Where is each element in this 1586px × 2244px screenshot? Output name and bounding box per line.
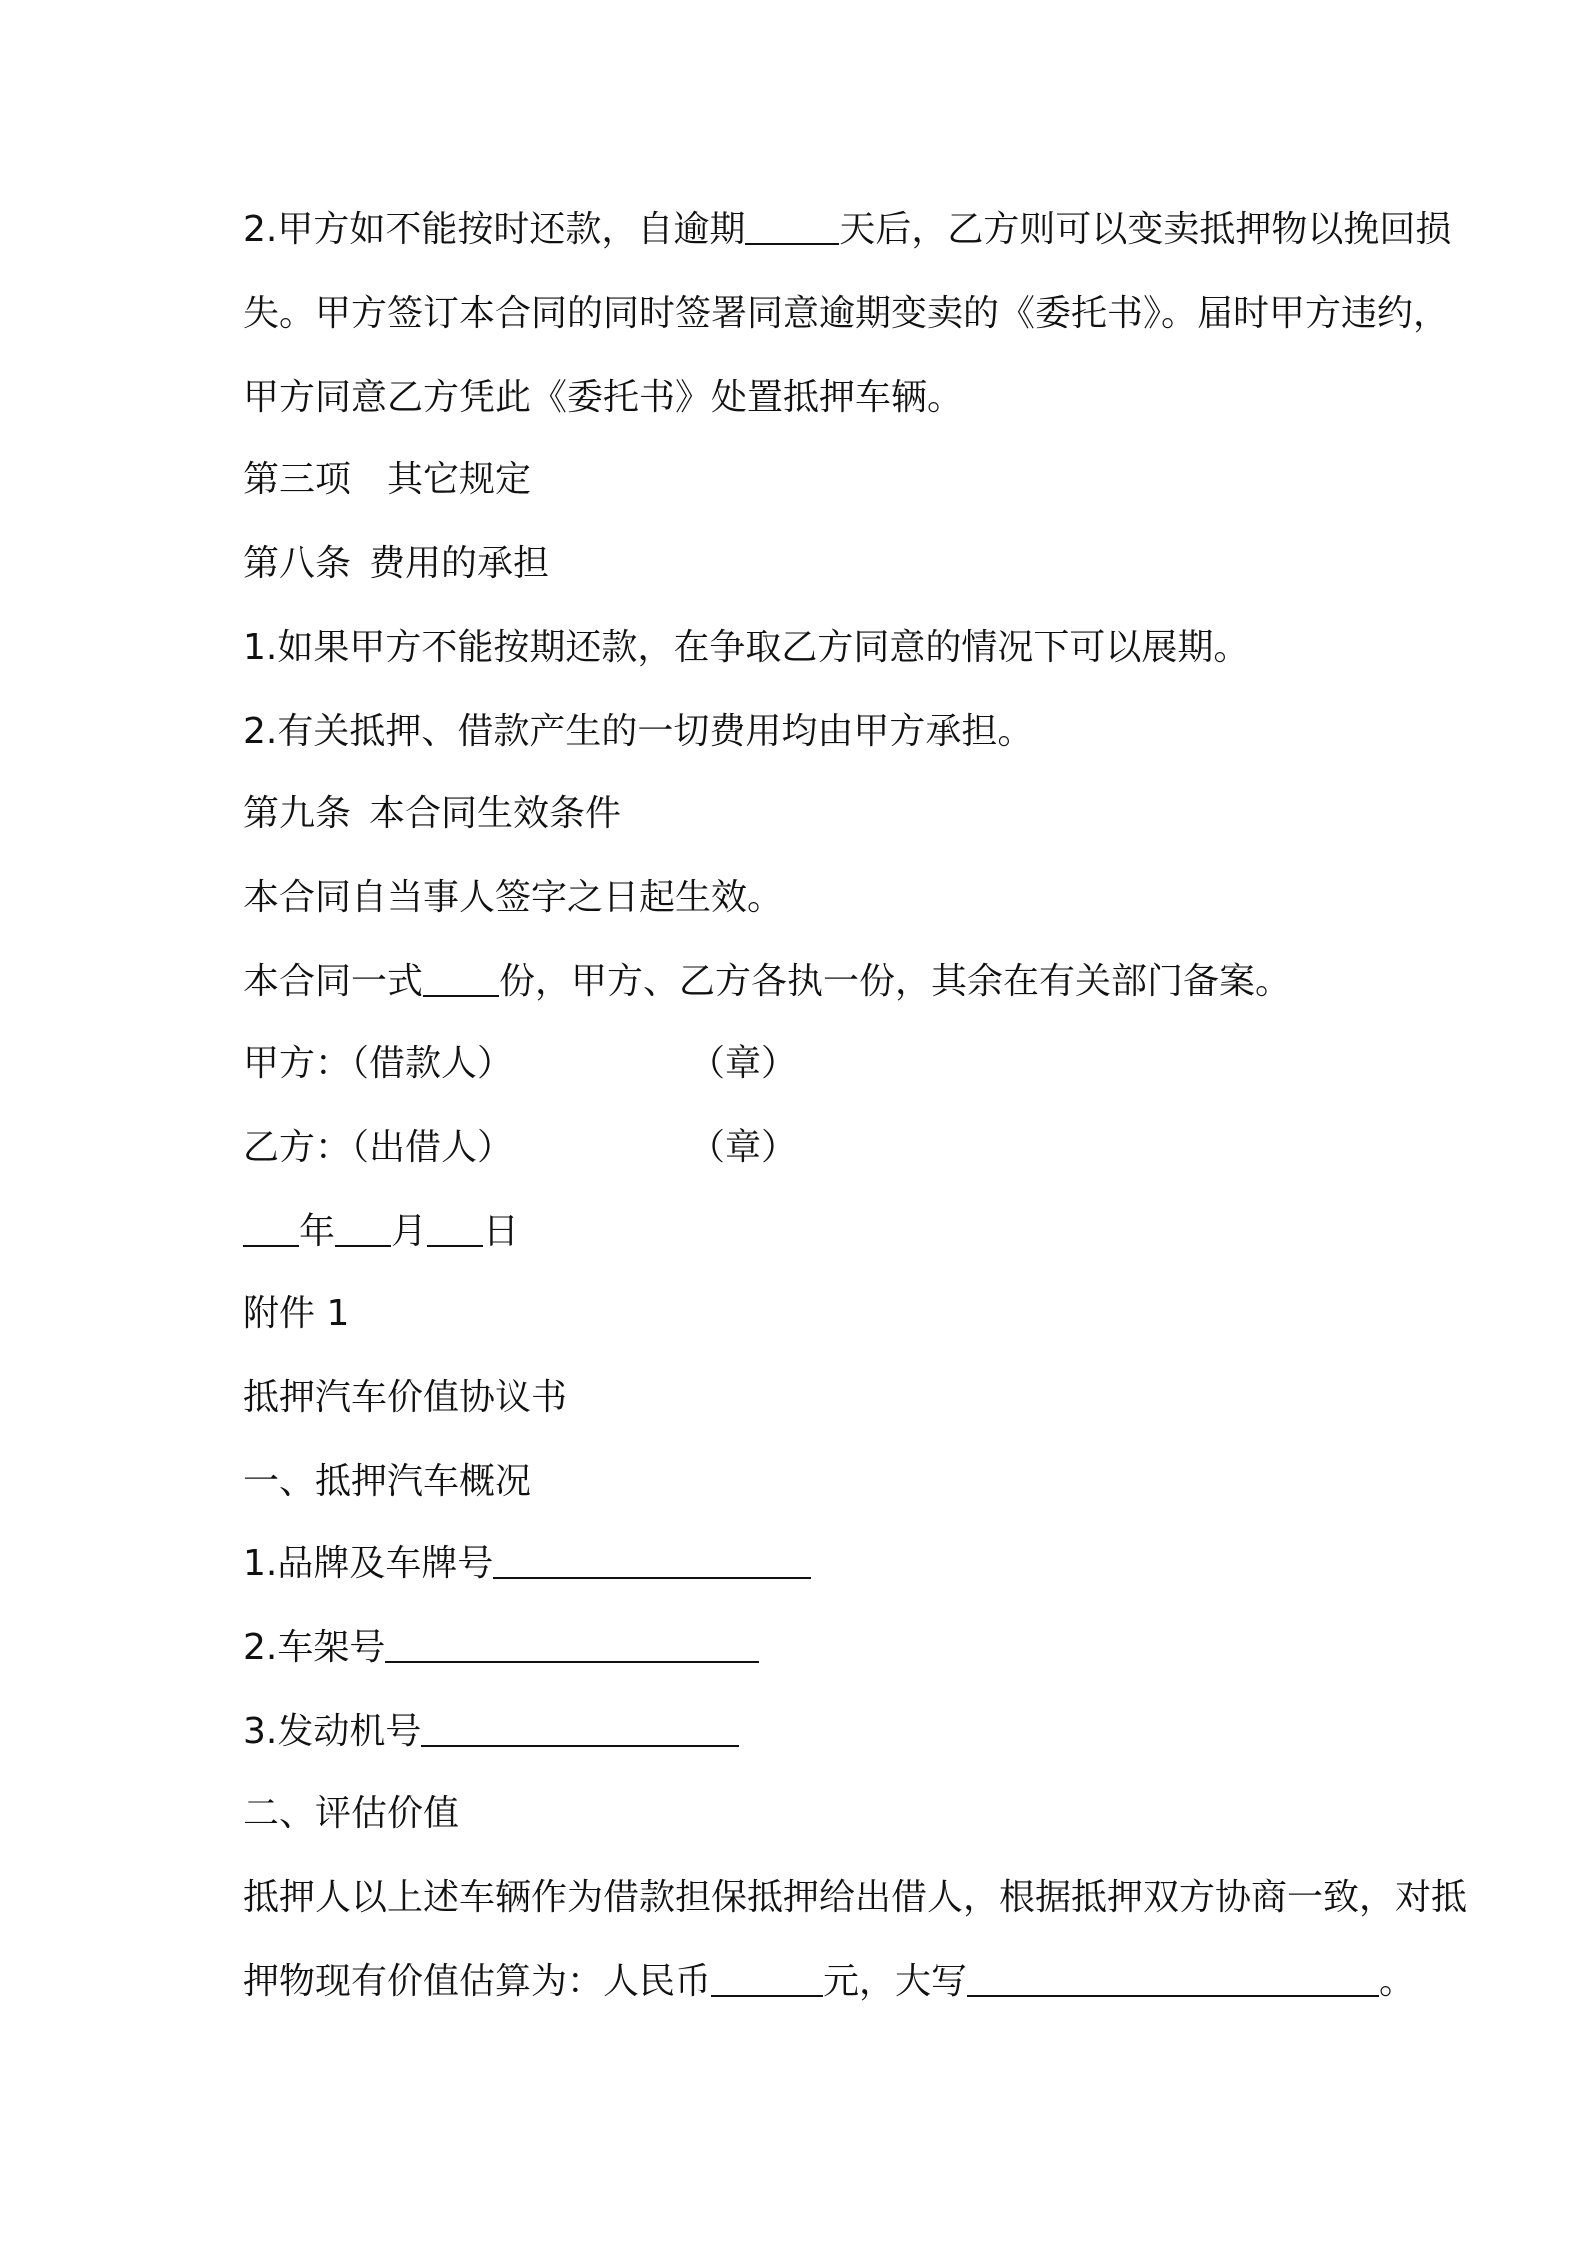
text: 抵押汽车价值协议书	[243, 1377, 568, 1418]
text: 元，大写	[823, 1961, 968, 2002]
text: 。	[1379, 1961, 1416, 2002]
text: 本合同自当事人签字之日起生效。	[243, 877, 784, 918]
text: 二、评估价值	[243, 1793, 460, 1834]
valuation-text-line-1	[243, 1874, 1467, 1922]
party-a-signature	[243, 1040, 797, 1088]
article-8-item-1	[243, 624, 1249, 672]
frame-number-field	[243, 1624, 759, 1672]
attachment-label	[243, 1290, 349, 1338]
party-b-signature	[243, 1124, 797, 1172]
clause-7-item-2-line-3	[243, 374, 963, 422]
valuation-text-line-2	[243, 1958, 1415, 2006]
text: 2.甲方如不能按时还款，自逾期	[243, 209, 746, 250]
date-line	[243, 1208, 519, 1256]
year-label: 年	[299, 1211, 336, 1252]
field-label: 1.品牌及车牌号	[243, 1543, 494, 1584]
month-label: 月	[391, 1211, 428, 1252]
clause-7-item-2-line-2	[243, 290, 1449, 338]
text: 甲方同意乙方凭此《委托书》处置抵押车辆。	[243, 377, 964, 418]
section-title: 其它规定	[387, 459, 532, 500]
article-title: 费用的承担	[369, 543, 550, 584]
text: 抵押人以上述车辆作为借款担保抵押给出借人，根据抵押双方协商一致，对抵	[243, 1877, 1468, 1918]
brand-plate-field	[243, 1540, 811, 1588]
article-title: 本合同生效条件	[369, 793, 622, 834]
day-label: 日	[483, 1211, 520, 1252]
party-label: 乙方：（出借人）	[243, 1127, 514, 1168]
field-label: 2.车架号	[243, 1627, 386, 1668]
text: 1.如果甲方不能按期还款，在争取乙方同意的情况下可以展期。	[243, 627, 1250, 668]
party-label: 甲方：（借款人）	[243, 1043, 514, 1084]
article-9-text-2	[243, 958, 1291, 1006]
text: 本合同一式	[243, 961, 424, 1002]
text: 一、抵押汽车概况	[243, 1461, 532, 1502]
text: 失。甲方签订本合同的同时签署同意逾期变卖的《委托书》。届时甲方违约，	[243, 293, 1450, 334]
month-blank	[335, 1209, 391, 1247]
article-9-heading	[243, 790, 621, 838]
engine-number-field	[243, 1708, 739, 1756]
attachment-title	[243, 1374, 567, 1422]
section-3-heading	[243, 456, 531, 504]
text: 附件 1	[243, 1293, 350, 1334]
amount-words-blank	[967, 1959, 1379, 1997]
engine-number-blank	[421, 1709, 739, 1747]
vehicle-overview-heading	[243, 1458, 531, 1506]
clause-7-item-2-line-1	[243, 206, 1451, 254]
year-blank	[243, 1209, 299, 1247]
article-9-text-1	[243, 874, 783, 922]
days-blank	[745, 207, 839, 245]
field-label: 3.发动机号	[243, 1711, 422, 1752]
text: 2.有关抵押、借款产生的一切费用均由甲方承担。	[243, 711, 1034, 752]
valuation-heading	[243, 1790, 459, 1838]
amount-number-blank	[711, 1959, 823, 1997]
article-8-item-2	[243, 708, 1033, 756]
copies-blank	[423, 959, 499, 997]
brand-plate-blank	[493, 1541, 811, 1579]
text: 份，甲方、乙方各执一份，其余在有关部门备案。	[499, 961, 1292, 1002]
day-blank	[427, 1209, 483, 1247]
frame-number-blank	[385, 1625, 759, 1663]
section-number: 第三项	[243, 459, 352, 500]
article-number: 第九条	[243, 793, 352, 834]
text: 押物现有价值估算为：人民币	[243, 1961, 712, 2002]
article-number: 第八条	[243, 543, 352, 584]
text: 天后，乙方则可以变卖抵押物以挽回损	[839, 209, 1452, 250]
seal-label: （章）	[689, 1127, 798, 1168]
seal-label: （章）	[689, 1043, 798, 1084]
article-8-heading	[243, 540, 549, 588]
